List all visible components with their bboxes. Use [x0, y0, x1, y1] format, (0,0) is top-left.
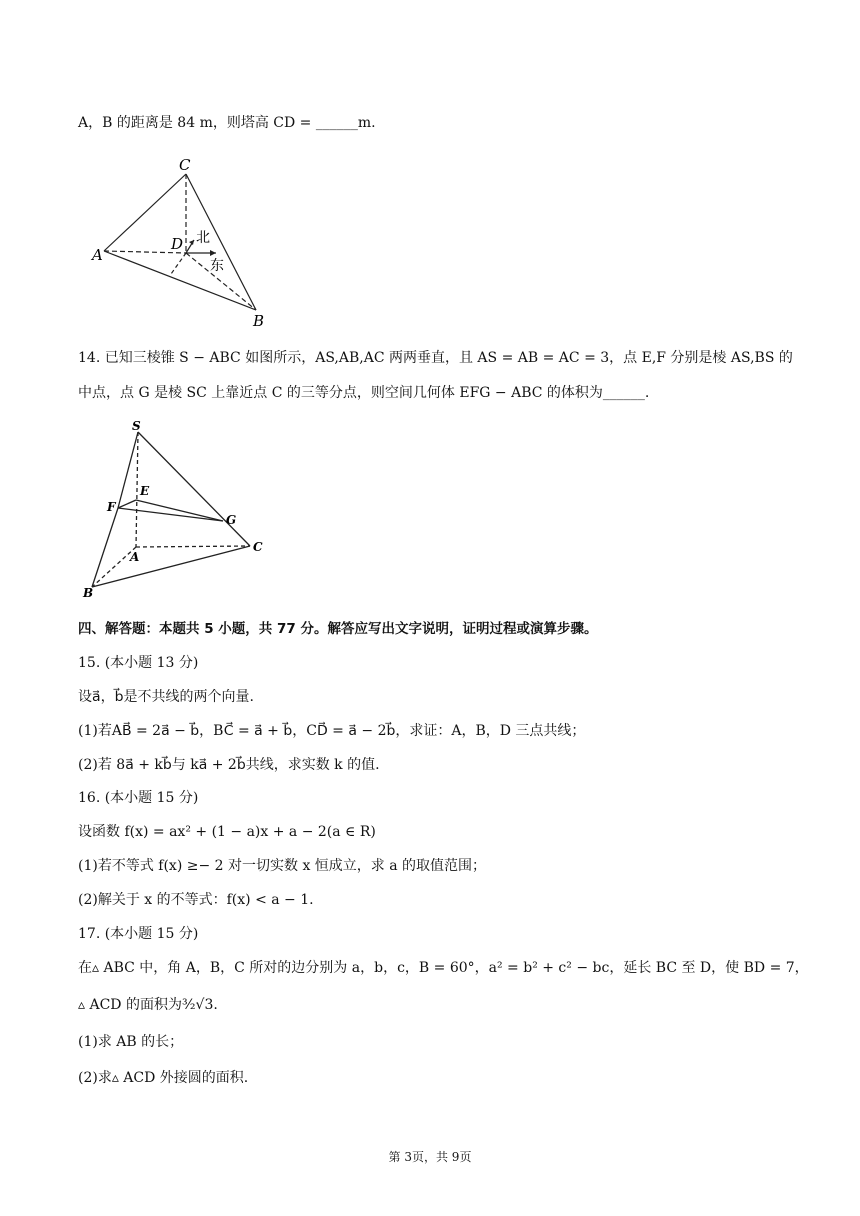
problem-14-line2: 中点，点 G 是棱 SC 上靠近点 C 的三等分点，则空间几何体 EFG − ABC 的体积为______. — [78, 385, 650, 401]
problem-17-premise2: ▵ ACD 的面积为³⁄₂√3. — [78, 997, 218, 1013]
problem-17-title: 17. (本小题 15 分) — [78, 926, 199, 942]
label-north: 北 — [196, 230, 210, 246]
page-footer: 第 3页，共 9页 — [388, 1150, 472, 1164]
edge-fg — [118, 508, 223, 521]
problem-17-part2: (2)求▵ ACD 外接圆的面积. — [78, 1070, 249, 1086]
problem-16-part1: (1)若不等式 f(x) ≥− 2 对一切实数 x 恒成立，求 a 的取值范围； — [78, 858, 487, 874]
problem-13-continuation: A，B 的距离是 84 m，则塔高 CD = ______m. — [78, 115, 376, 131]
figure-pyramid — [78, 420, 278, 605]
edge-eg — [136, 500, 223, 521]
problem-15-part2: (2)若 8a⃗ + kb⃗与 ka⃗ + 2b⃗共线，求实数 k 的值. — [78, 757, 380, 773]
edge-sf — [118, 432, 138, 508]
section-heading: 四、解答题：本题共 5 小题，共 77 分。解答应写出文字说明，证明过程或演算步骤。 — [78, 621, 598, 637]
edge-fb — [92, 508, 118, 587]
problem-15-premise: 设a⃗，b⃗是不共线的两个向量. — [78, 689, 254, 705]
edge-fe — [118, 500, 136, 508]
figure-tower — [86, 152, 286, 332]
edge-ac — [136, 546, 250, 547]
edge-d-aux — [171, 253, 186, 274]
label-e: E — [140, 484, 150, 498]
edge-sc — [138, 432, 250, 546]
problem-14-line1: 14. 已知三棱锥 S − ABC 如图所示，AS,AB,AC 两两垂直，且 AS = AB = AC = 3，点 E,F 分别是棱 AS,BS 的 — [78, 350, 793, 366]
east-arrowhead — [210, 250, 216, 256]
label-b: B — [253, 312, 265, 330]
label-d: D — [171, 235, 184, 253]
problem-17-premise1: 在▵ ABC 中，角 A，B，C 所对的边分别为 a，b，c，B = 60°，a² = b² + c² − bc，延长 BC 至 D，使 BD = 7， — [78, 960, 809, 976]
problem-16-part2: (2)解关于 x 的不等式：f(x) < a − 1. — [78, 892, 314, 908]
label-f: F — [107, 500, 116, 514]
problem-16-premise: 设函数 f(x) = ax² + (1 − a)x + a − 2(a ∈ R) — [78, 824, 376, 840]
problem-16-title: 16. (本小题 15 分) — [78, 790, 199, 806]
problem-15-part1: (1)若AB⃗ = 2a⃗ − b⃗，BC⃗ = a⃗ + b⃗，CD⃗ = a⃗ − 2b⃗，求证：A，B，D 三点共线； — [78, 723, 586, 739]
edge-bc — [92, 546, 250, 587]
label-a: A — [92, 246, 103, 264]
label-s: S — [132, 420, 141, 433]
label-a: A — [130, 550, 140, 564]
label-g: G — [226, 513, 237, 527]
problem-15-title: 15. (本小题 13 分) — [78, 655, 199, 671]
edge-ab — [104, 251, 256, 310]
edge-sa — [136, 432, 138, 547]
label-east: 东 — [210, 258, 224, 274]
label-c: C — [179, 156, 191, 174]
label-c: C — [253, 540, 263, 554]
problem-17-part1: (1)求 AB 的长； — [78, 1034, 184, 1050]
label-b: B — [83, 586, 94, 600]
